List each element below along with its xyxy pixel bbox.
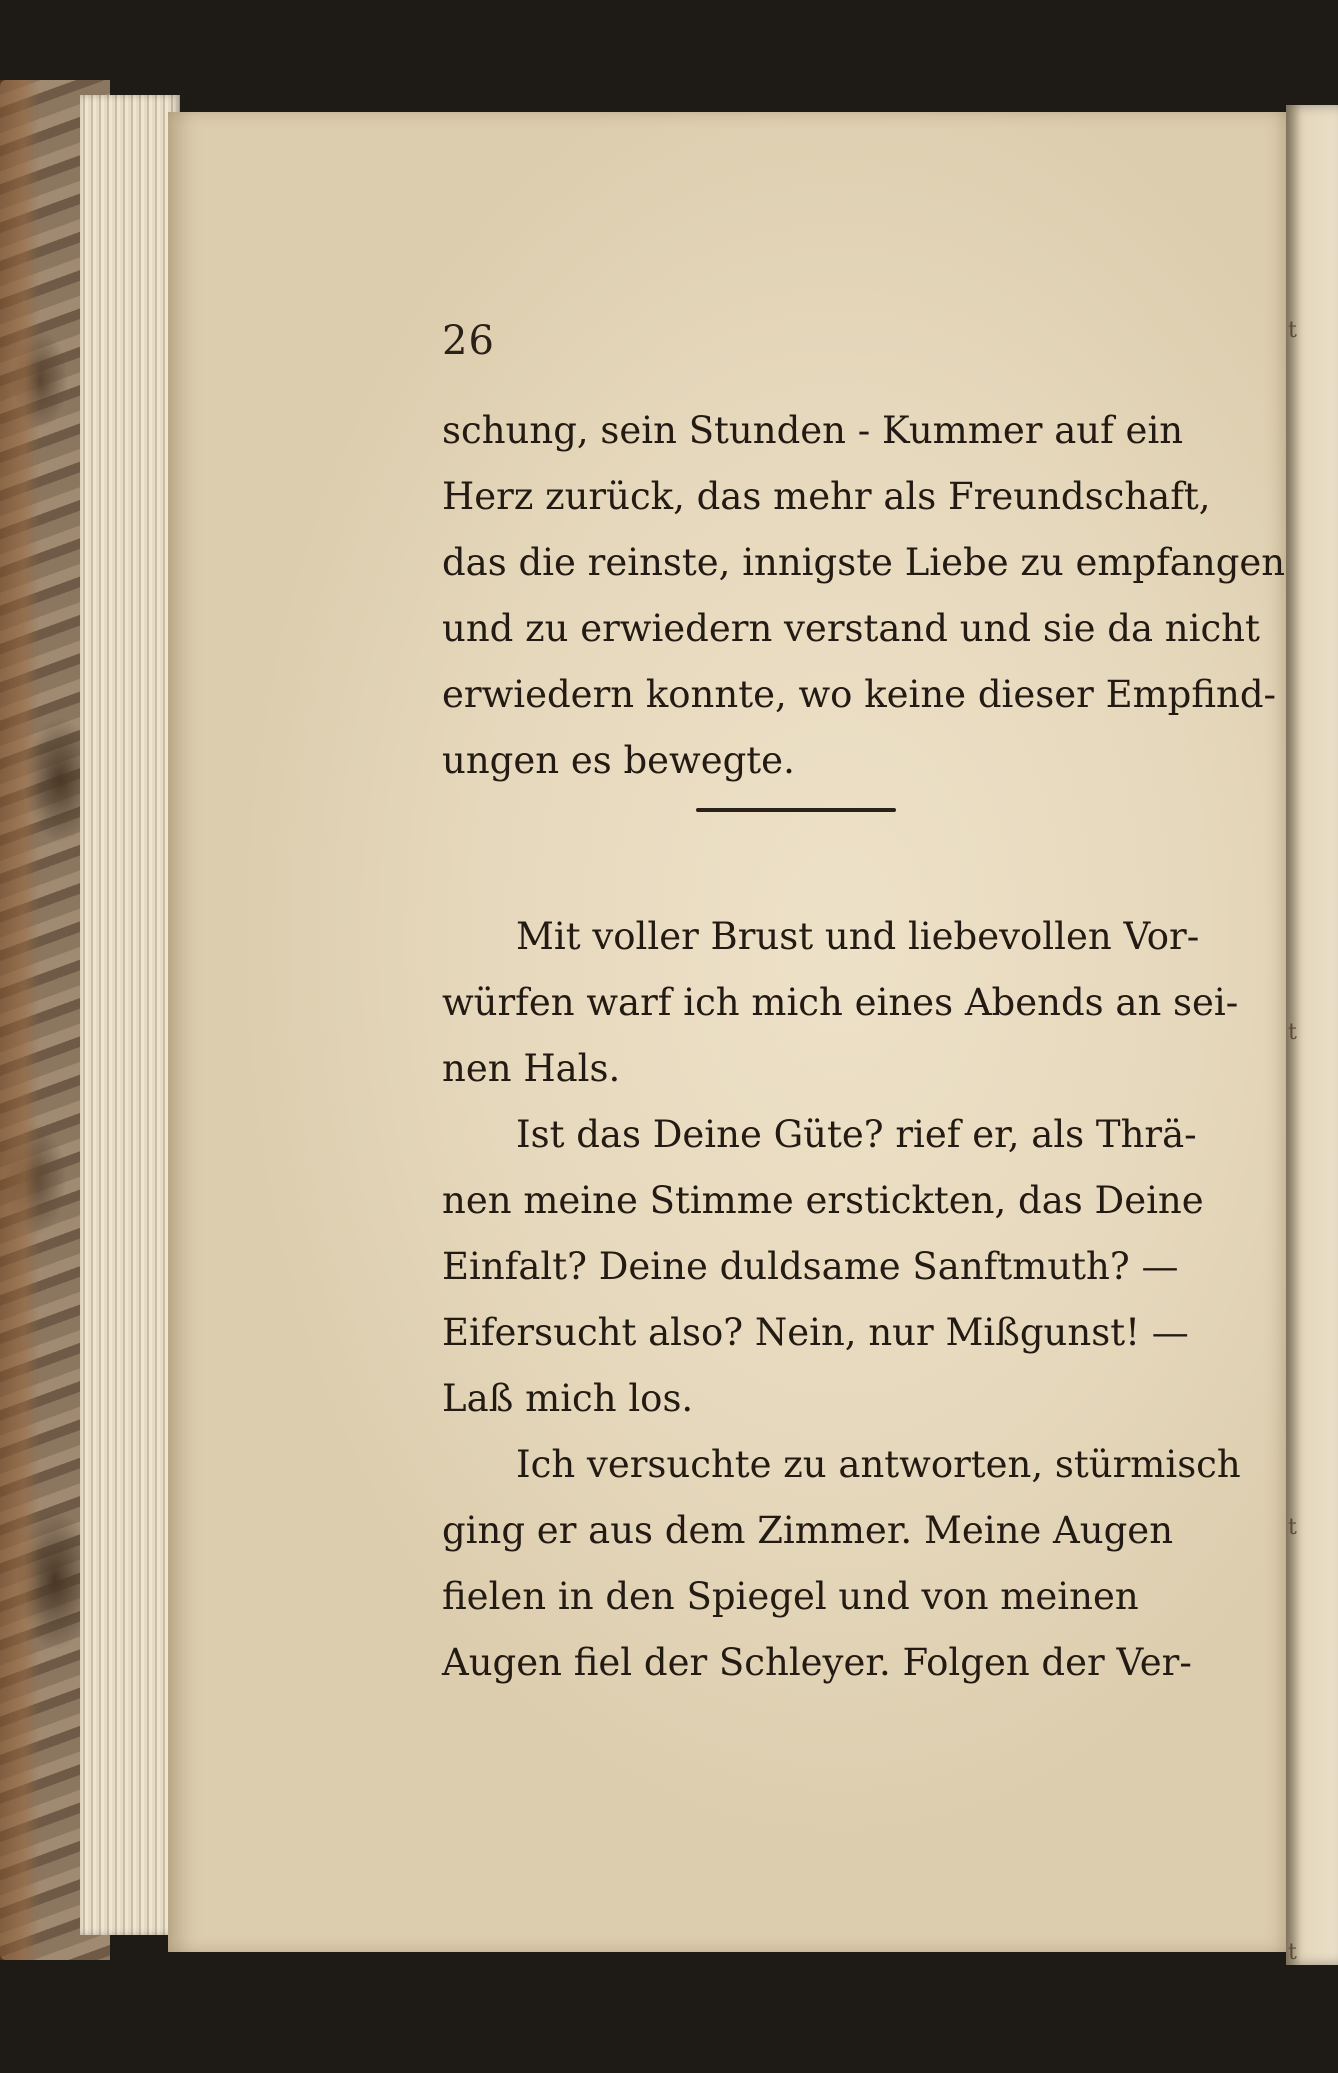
text-line: Augen fiel der Schleyer. Folgen der Ver-	[442, 1641, 1192, 1684]
section-divider	[696, 808, 896, 812]
leather-spine-edge	[0, 80, 40, 1960]
text-line: Ist das Deine Güte? rief er, als Thrä-	[516, 1113, 1197, 1156]
text-line: würfen warf ich mich eines Abends an sei-	[442, 981, 1239, 1024]
text-line: Ich versuchte zu antworten, stürmisch	[516, 1443, 1241, 1486]
text-line: Herz zurück, das mehr als Freundschaft,	[442, 475, 1211, 518]
facing-page-mark: t	[1288, 1020, 1297, 1045]
facing-page-mark: t	[1288, 1940, 1297, 1965]
text-line: und zu erwiedern verstand und sie da nicht	[442, 607, 1260, 650]
text-line: Eifersucht also? Nein, nur Mißgunst! —	[442, 1311, 1189, 1354]
text-line: Einfalt? Deine duldsame Sanftmuth? —	[442, 1245, 1179, 1288]
text-line: fielen in den Spiegel und von meinen	[442, 1575, 1139, 1618]
text-line: nen meine Stimme erstickten, das Deine	[442, 1179, 1204, 1222]
text-line: ging er aus dem Zimmer. Meine Augen	[442, 1509, 1174, 1552]
text-line: erwiedern konnte, wo keine dieser Empfind-	[442, 673, 1277, 716]
text-line: Laß mich los.	[442, 1377, 694, 1420]
page-number: 26	[442, 318, 495, 364]
facing-page-mark: t	[1288, 1515, 1297, 1540]
text-line: ungen es bewegte.	[442, 739, 795, 782]
facing-page-mark: t	[1288, 318, 1297, 343]
text-line: schung, sein Stunden - Kummer auf ein	[442, 409, 1184, 452]
text-line: das die reinste, innigste Liebe zu empfangen	[442, 541, 1286, 584]
text-line: nen Hals.	[442, 1047, 621, 1090]
stacked-page-edges	[80, 95, 180, 1935]
text-line: Mit voller Brust und liebevollen Vor-	[516, 915, 1200, 958]
